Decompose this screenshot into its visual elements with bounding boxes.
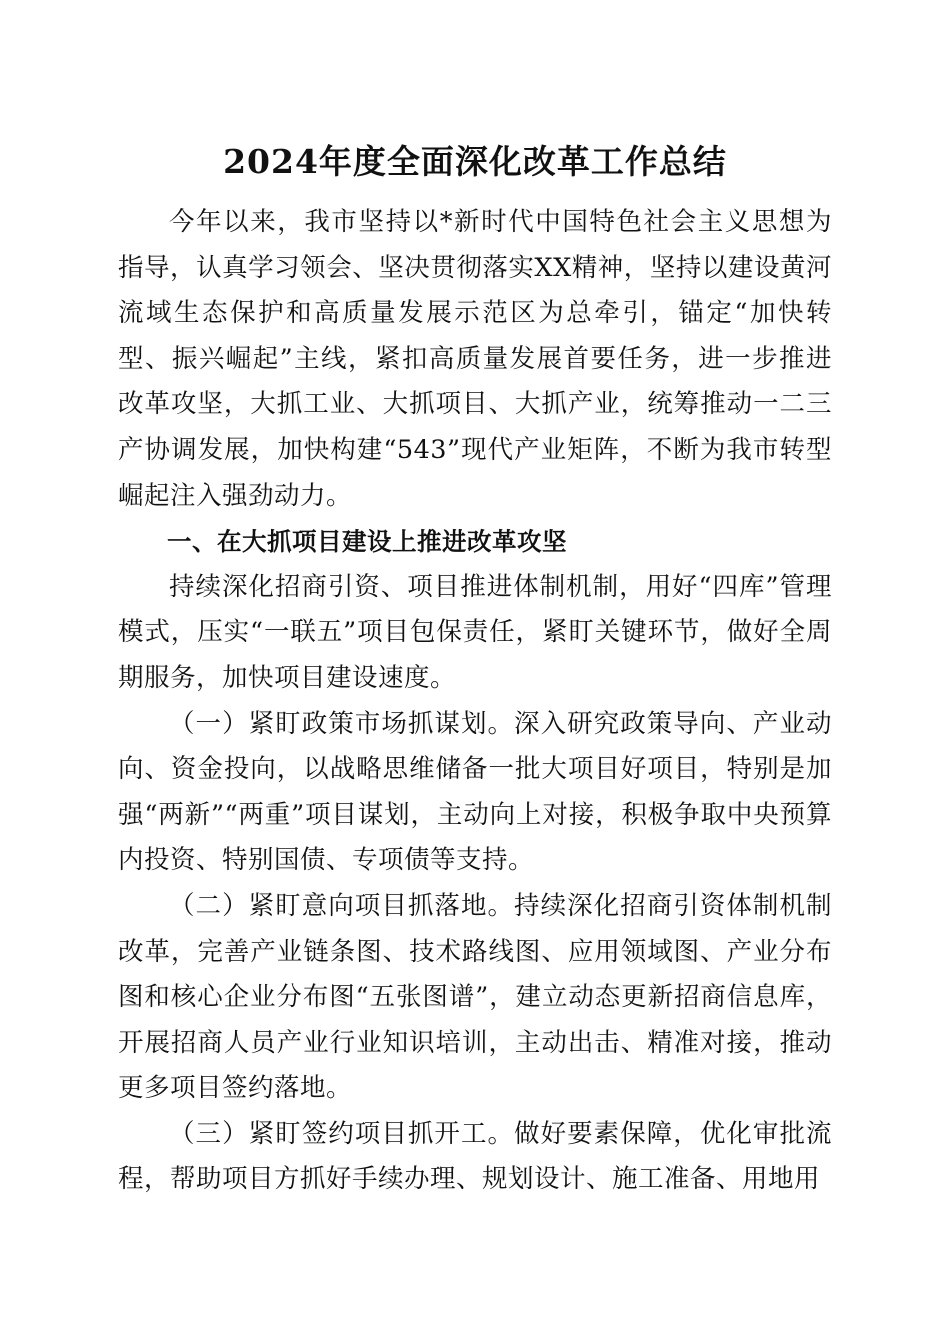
subsection-3-paragraph: （三）紧盯签约项目抓开工。做好要素保障，优化审批流程，帮助项目方抓好手续办理、规划设计、施工准备、用地用 (118, 1118, 832, 1195)
section-1-intro-paragraph: 持续深化招商引资、项目推进体制机制，用好“四库”管理模式，压实“一联五”项目包保责任，紧盯关键环节，做好全周期服务，加快项目建设速度。 (118, 571, 832, 693)
subsection-2-paragraph: （二）紧盯意向项目抓落地。持续深化招商引资体制机制改革，完善产业链条图、技术路线图、应用领域图、产业分布图和核心企业分布图“五张图谱”，建立动态更新招商信息库，开展招商人员产业行业知识培训，主动出击、精准对接，推动更多项目签约落地。 (118, 890, 832, 1104)
intro-paragraph: 今年以来，我市坚持以*新时代中国特色社会主义思想为指导，认真学习领会、坚决贯彻落实XX精神，坚持以建设黄河流域生态保护和高质量发展示范区为总牵引，锚定“加快转型、振兴崛起”主线，紧扣高质量发展首要任务，进一步推进改革攻坚，大抓工业、大抓项目、大抓产业，统筹推动一二三产协调发展，加快构建“543”现代产业矩阵，不断为我市转型崛起注入强劲动力。 (118, 207, 832, 511)
document-body (118, 200, 832, 1203)
subsection-1-paragraph: （一）紧盯政策市场抓谋划。深入研究政策导向、产业动向、资金投向，以战略思维储备一批大项目好项目，特别是加强“两新”“两重”项目谋划，主动向上对接，积极争取中央预算内投资、特别国债、专项债等支持。 (118, 708, 832, 876)
document-title: 2024年度全面深化改革工作总结 (223, 142, 727, 181)
section-heading-1: 一、在大抓项目建设上推进改革攻坚 (167, 527, 567, 557)
